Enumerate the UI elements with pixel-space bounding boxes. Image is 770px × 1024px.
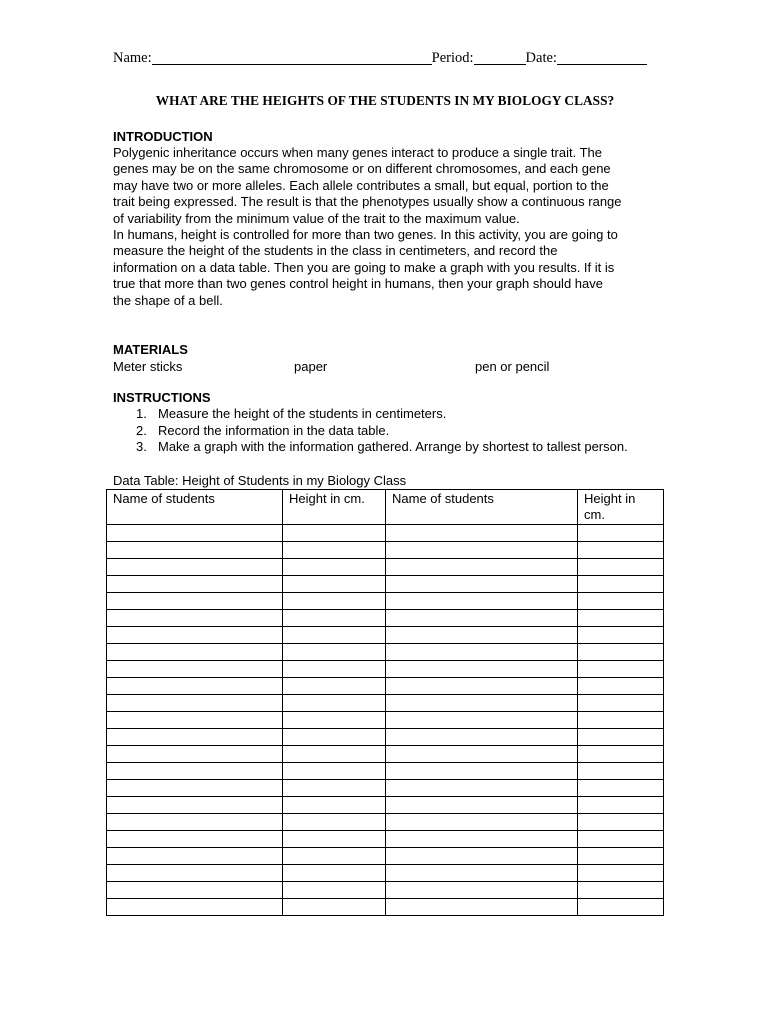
height-cell[interactable] bbox=[578, 661, 664, 678]
height-cell[interactable] bbox=[283, 746, 386, 763]
introduction-line: measure the height of the students in the class in centimeters, and record the bbox=[113, 243, 558, 259]
table-header-row bbox=[107, 490, 664, 525]
height-cell[interactable] bbox=[283, 797, 386, 814]
height-cell[interactable] bbox=[283, 729, 386, 746]
student-name-cell[interactable] bbox=[107, 576, 283, 593]
height-cell[interactable] bbox=[283, 542, 386, 559]
table-row bbox=[107, 865, 664, 882]
introduction-line: Polygenic inheritance occurs when many genes interact to produce a single trait. The bbox=[113, 145, 602, 160]
student-name-cell[interactable] bbox=[386, 746, 578, 763]
student-name-cell[interactable] bbox=[386, 627, 578, 644]
name-label: Name: bbox=[113, 50, 152, 66]
height-cell[interactable] bbox=[578, 627, 664, 644]
height-cell[interactable] bbox=[283, 559, 386, 576]
instructions-heading: INSTRUCTIONS bbox=[113, 390, 211, 405]
height-cell[interactable] bbox=[578, 865, 664, 882]
student-name-cell[interactable] bbox=[107, 882, 283, 899]
table-row bbox=[107, 627, 664, 644]
introduction-line: information on a data table. Then you are going to make a graph with you results. If it is bbox=[113, 259, 615, 275]
student-name-cell[interactable] bbox=[107, 780, 283, 797]
height-cell[interactable] bbox=[578, 780, 664, 797]
step-text: Measure the height of the students in centimeters. bbox=[158, 406, 447, 421]
student-name-cell[interactable] bbox=[107, 661, 283, 678]
date-label: Date: bbox=[525, 50, 557, 66]
instruction-step bbox=[136, 423, 656, 440]
student-name-cell[interactable] bbox=[386, 763, 578, 780]
table-row bbox=[107, 593, 664, 610]
column-header: Height in cm. bbox=[578, 490, 664, 525]
table-row bbox=[107, 576, 664, 593]
material-item: Meter sticks bbox=[113, 359, 183, 374]
table-row bbox=[107, 797, 664, 814]
table-row bbox=[107, 695, 664, 712]
column-header: Name of students bbox=[107, 490, 283, 525]
height-cell[interactable] bbox=[578, 763, 664, 780]
table-row bbox=[107, 729, 664, 746]
height-cell[interactable] bbox=[283, 865, 386, 882]
table-row bbox=[107, 899, 664, 916]
height-cell[interactable] bbox=[283, 899, 386, 916]
height-cell[interactable] bbox=[578, 712, 664, 729]
table-row bbox=[107, 644, 664, 661]
step-text: Record the information in the data table. bbox=[158, 422, 390, 438]
student-name-cell[interactable] bbox=[386, 814, 578, 831]
table-row bbox=[107, 831, 664, 848]
student-name-cell[interactable] bbox=[386, 542, 578, 559]
student-name-cell[interactable] bbox=[107, 848, 283, 865]
height-cell[interactable] bbox=[578, 678, 664, 695]
introduction-line: In humans, height is controlled for more than two genes. In this activity, you are going to bbox=[113, 227, 618, 243]
student-name-cell[interactable] bbox=[107, 797, 283, 814]
height-cell[interactable] bbox=[283, 644, 386, 661]
table-row bbox=[107, 542, 664, 559]
table-row bbox=[107, 763, 664, 780]
introduction-line: may have two or more alleles. Each allele contributes a small, but equal, portion to the bbox=[113, 177, 609, 193]
introduction-heading: INTRODUCTION bbox=[113, 129, 213, 144]
height-cell[interactable] bbox=[578, 576, 664, 593]
header-fields bbox=[113, 47, 647, 67]
student-name-cell[interactable] bbox=[386, 797, 578, 814]
student-name-cell[interactable] bbox=[386, 695, 578, 712]
height-cell[interactable] bbox=[283, 661, 386, 678]
student-name-cell[interactable] bbox=[386, 831, 578, 848]
student-name-cell[interactable] bbox=[386, 729, 578, 746]
student-name-cell[interactable] bbox=[386, 780, 578, 797]
student-name-cell[interactable] bbox=[107, 763, 283, 780]
student-name-cell[interactable] bbox=[107, 525, 283, 542]
student-name-cell[interactable] bbox=[386, 576, 578, 593]
student-name-cell[interactable] bbox=[107, 899, 283, 916]
date-field[interactable] bbox=[557, 50, 647, 65]
height-cell[interactable] bbox=[283, 780, 386, 797]
height-cell[interactable] bbox=[283, 831, 386, 848]
student-name-cell[interactable] bbox=[107, 610, 283, 627]
height-cell[interactable] bbox=[578, 899, 664, 916]
table-row bbox=[107, 525, 664, 542]
student-name-cell[interactable] bbox=[386, 559, 578, 576]
student-name-cell[interactable] bbox=[107, 712, 283, 729]
student-name-cell[interactable] bbox=[386, 882, 578, 899]
height-cell[interactable] bbox=[283, 695, 386, 712]
student-name-cell[interactable] bbox=[386, 525, 578, 542]
height-cell[interactable] bbox=[283, 848, 386, 865]
period-label: Period: bbox=[431, 50, 474, 66]
table-row bbox=[107, 678, 664, 695]
student-name-cell[interactable] bbox=[107, 542, 283, 559]
height-cell[interactable] bbox=[283, 593, 386, 610]
student-name-cell[interactable] bbox=[386, 661, 578, 678]
student-name-cell[interactable] bbox=[386, 678, 578, 695]
height-cell[interactable] bbox=[283, 525, 386, 542]
page-title: WHAT ARE THE HEIGHTS OF THE STUDENTS IN MY BIOLOGY CLASS? bbox=[155, 93, 615, 108]
height-cell[interactable] bbox=[578, 695, 664, 712]
height-cell[interactable] bbox=[283, 576, 386, 593]
student-name-cell[interactable] bbox=[107, 695, 283, 712]
period-field[interactable] bbox=[474, 50, 526, 65]
height-cell[interactable] bbox=[578, 610, 664, 627]
materials-heading: MATERIALS bbox=[113, 342, 188, 357]
table-row bbox=[107, 610, 664, 627]
student-name-cell[interactable] bbox=[107, 678, 283, 695]
instructions-list bbox=[136, 406, 656, 456]
step-number: 3. bbox=[136, 439, 147, 455]
student-name-cell[interactable] bbox=[107, 831, 283, 848]
table-row bbox=[107, 780, 664, 797]
student-name-cell[interactable] bbox=[107, 746, 283, 763]
student-name-cell[interactable] bbox=[107, 644, 283, 661]
introduction-text bbox=[113, 145, 673, 309]
introduction-line: the shape of a bell. bbox=[113, 292, 223, 308]
table-row bbox=[107, 882, 664, 899]
instruction-step bbox=[136, 439, 656, 456]
material-item: pen or pencil bbox=[475, 359, 550, 374]
table-caption: Data Table: Height of Students in my Biology Class bbox=[113, 473, 407, 488]
student-name-cell[interactable] bbox=[107, 865, 283, 882]
step-number: 2. bbox=[136, 422, 147, 438]
table-row bbox=[107, 814, 664, 831]
introduction-line: trait being expressed. The result is that the phenotypes usually show a continuous range bbox=[113, 194, 622, 210]
table-row bbox=[107, 661, 664, 678]
student-name-cell[interactable] bbox=[107, 729, 283, 746]
student-name-cell[interactable] bbox=[107, 559, 283, 576]
column-header: Name of students bbox=[386, 490, 578, 525]
height-cell[interactable] bbox=[578, 593, 664, 610]
step-text: Make a graph with the information gathered. Arrange by shortest to tallest person. bbox=[158, 439, 628, 455]
student-name-cell[interactable] bbox=[386, 848, 578, 865]
height-cell[interactable] bbox=[283, 763, 386, 780]
height-cell[interactable] bbox=[578, 559, 664, 576]
student-name-cell[interactable] bbox=[386, 899, 578, 916]
instruction-step bbox=[136, 406, 656, 423]
height-cell[interactable] bbox=[283, 814, 386, 831]
student-name-cell[interactable] bbox=[386, 610, 578, 627]
introduction-line: true that more than two genes control height in humans, then your graph should have bbox=[113, 276, 603, 292]
height-cell[interactable] bbox=[578, 525, 664, 542]
student-name-cell[interactable] bbox=[386, 865, 578, 882]
name-field[interactable] bbox=[152, 50, 432, 65]
height-cell[interactable] bbox=[578, 644, 664, 661]
height-cell[interactable] bbox=[578, 831, 664, 848]
data-table bbox=[106, 489, 664, 916]
height-cell[interactable] bbox=[578, 814, 664, 831]
student-name-cell[interactable] bbox=[107, 593, 283, 610]
step-number: 1. bbox=[136, 406, 147, 421]
student-name-cell[interactable] bbox=[107, 814, 283, 831]
student-name-cell[interactable] bbox=[386, 593, 578, 610]
height-cell[interactable] bbox=[578, 729, 664, 746]
table-row bbox=[107, 559, 664, 576]
height-cell[interactable] bbox=[283, 627, 386, 644]
height-cell[interactable] bbox=[578, 848, 664, 865]
height-cell[interactable] bbox=[578, 746, 664, 763]
student-name-cell[interactable] bbox=[386, 712, 578, 729]
height-cell[interactable] bbox=[578, 542, 664, 559]
material-item: paper bbox=[294, 359, 328, 374]
student-name-cell[interactable] bbox=[107, 627, 283, 644]
table-row bbox=[107, 848, 664, 865]
table-row bbox=[107, 746, 664, 763]
introduction-line: of variability from the minimum value of the trait to the maximum value. bbox=[113, 210, 520, 226]
height-cell[interactable] bbox=[283, 882, 386, 899]
height-cell[interactable] bbox=[578, 882, 664, 899]
height-cell[interactable] bbox=[283, 678, 386, 695]
table-row bbox=[107, 712, 664, 729]
height-cell[interactable] bbox=[283, 712, 386, 729]
column-header: Height in cm. bbox=[283, 490, 386, 525]
height-cell[interactable] bbox=[578, 797, 664, 814]
student-name-cell[interactable] bbox=[386, 644, 578, 661]
introduction-line: genes may be on the same chromosome or on different chromosomes, and each gene bbox=[113, 161, 611, 177]
height-cell[interactable] bbox=[283, 610, 386, 627]
